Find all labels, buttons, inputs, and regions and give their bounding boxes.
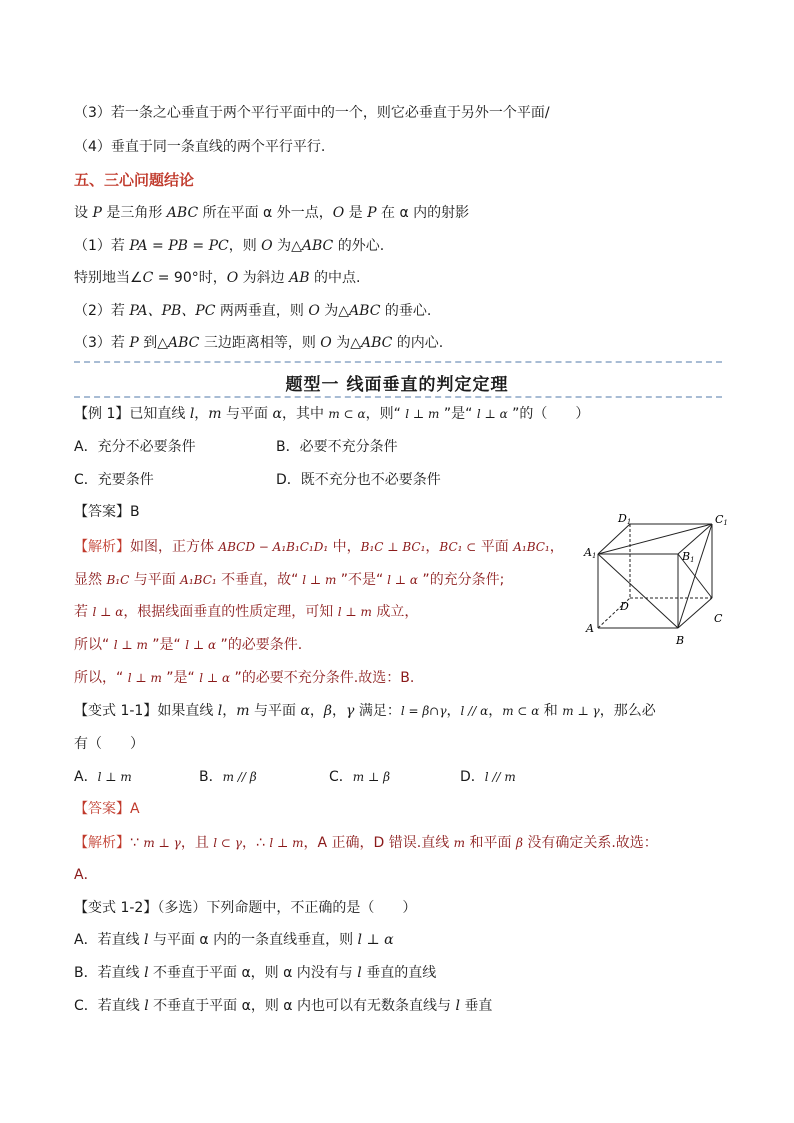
variation-1-2-option-c: C．若直线 l 不垂直于平面 α，则 α 内也可以有无数条直线与 l 垂直	[74, 998, 493, 1014]
statement-4: （4）垂直于同一条直线的两个平行平行.	[74, 139, 326, 155]
setup-line: 设 P 是三角形 ABC 所在平面 α 外一点，O 是 P 在 α 内的射影	[74, 205, 470, 221]
variation-1-1-analysis: 【解析】∵ m ⊥ γ，且 l ⊂ γ，∴ l ⊥ m，A 正确，D 错误.直线 m 和平面 β 没有确定关系.故选：	[74, 835, 658, 851]
example-1-answer: 【答案】B	[74, 504, 140, 520]
section-heading-5: 五、三心问题结论	[74, 171, 195, 189]
section-title: 题型一 线面垂直的判定定理	[285, 375, 509, 395]
example-1-option-d: D．既不充分也不必要条件	[276, 472, 441, 488]
variation-1-1-answer: 【答案】A	[74, 801, 140, 817]
example-1-analysis-2: 显然 B₁C 与平面 A₁BC₁ 不垂直，故“ l ⊥ m ”不是“ l ⊥ α ”的充分条件;	[74, 572, 505, 588]
example-1-option-c: C．充要条件	[74, 472, 154, 488]
label-c1: C1	[715, 513, 728, 527]
example-1-analysis-5: 所以，“ l ⊥ m ”是“ l ⊥ α ”的必要不充分条件.故选：B.	[74, 670, 415, 686]
variation-1-2-question: 【变式 1-2】（多选）下列命题中，不正确的是（ ）	[74, 900, 417, 916]
variation-1-2-option-b: B．若直线 l 不垂直于平面 α，则 α 内没有与 l 垂直的直线	[74, 965, 437, 981]
variation-1-1-analysis-cont: A．	[74, 867, 98, 883]
variation-1-1-option-a: A．l ⊥ m	[74, 769, 132, 785]
label-a1: A1	[584, 546, 597, 560]
conclusion-1: （1）若 PA = PB = PC，则 O 为△ABC 的外心.	[74, 238, 385, 254]
variation-1-1-option-d: D．l // m	[460, 769, 516, 785]
variation-1-1-option-b: B．m // β	[199, 769, 257, 785]
label-d1: D1	[618, 512, 632, 526]
variation-1-2-option-a: A．若直线 l 与平面 α 内的一条直线垂直，则 l ⊥ α	[74, 932, 394, 948]
example-1-analysis-3: 若 l ⊥ α，根据线面垂直的性质定理，可知 l ⊥ m 成立，	[74, 604, 419, 620]
conclusion-2: （2）若 PA、PB、PC 两两垂直，则 O 为△ABC 的垂心.	[74, 303, 432, 319]
example-1-option-b: B．必要不充分条件	[276, 439, 398, 455]
conclusion-3: （3）若 P 到△ABC 三边距离相等，则 O 为△ABC 的内心.	[74, 335, 444, 351]
variation-1-1-question-cont: 有（ ）	[74, 736, 144, 752]
label-d: D	[620, 600, 629, 613]
example-1-analysis-4: 所以“ l ⊥ m ”是“ l ⊥ α ”的必要条件.	[74, 637, 303, 653]
label-b1: B1	[682, 550, 695, 564]
dashed-divider-bottom	[74, 396, 722, 398]
example-1-option-a: A．充分不必要条件	[74, 439, 196, 455]
label-c: C	[714, 612, 723, 625]
special-case: 特别地当∠C = 90°时，O 为斜边 AB 的中点.	[74, 270, 361, 286]
example-1-question: 【例 1】已知直线 l，m 与平面 α，其中 m ⊂ α，则“ l ⊥ m ”是“ l ⊥ α ”的（ ）	[74, 406, 590, 422]
example-1-analysis-1: 【解析】如图，正方体 ABCD − A₁B₁C₁D₁ 中，B₁C ⊥ BC₁，BC₁ ⊂ 平面 A₁BC₁，	[74, 539, 564, 555]
dashed-divider-top	[74, 361, 722, 363]
statement-3: （3）若一条之心垂直于两个平行平面中的一个，则它必垂直于另外一个平面/	[74, 105, 550, 121]
cube-figure	[578, 512, 738, 652]
label-a: A	[586, 622, 594, 635]
variation-1-1-question: 【变式 1-1】如果直线 l，m 与平面 α，β，γ 满足：l = β∩γ，l // α，m ⊂ α 和 m ⊥ γ，那么必	[74, 703, 656, 719]
variation-1-1-option-c: C．m ⊥ β	[329, 769, 391, 785]
label-b: B	[676, 634, 685, 647]
